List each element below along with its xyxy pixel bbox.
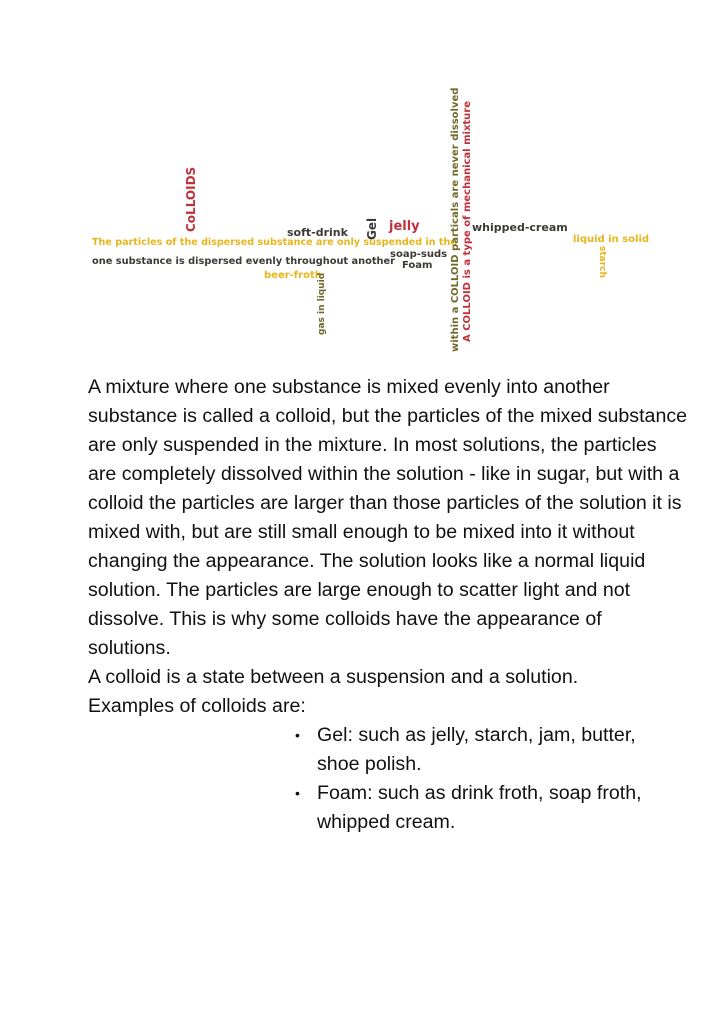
word-soft-drink: soft-drink [287, 226, 348, 239]
word-beer-froth: beer-froth [264, 270, 322, 281]
word-gas-in-liquid: gas in liquid [317, 272, 327, 335]
word-whipped-cream: whipped-cream [472, 221, 568, 234]
word-liquid-in-solid: liquid in solid [573, 234, 650, 245]
word-never-dissolved: within a COLLOID particals are never dissolved [450, 87, 461, 352]
paragraph-colloid-definition: A mixture where one substance is mixed evenly into another substance is called a colloid, but the particles of the mixed substance are only suspended in the mixture. In most solutions, the particles are completely dissolved within the solution - like in sugar, but with a colloid the particles are larger than those particles of the solution it is mixed with, but are still small enough to be mixed into it without changing the appearance. The solution looks like a normal liquid solution. The particles are large enough to scatter light and not dissolve. This is why some colloids have the appearance of solutions. [88, 376, 688, 659]
paragraph-colloid-state: A colloid is a state between a suspension and a solution. [88, 666, 579, 688]
examples-list [88, 721, 688, 837]
word-colloids: CoLLOIDS [184, 166, 198, 232]
bullet-icon: • [295, 785, 300, 801]
list-item [295, 779, 647, 837]
bullet-icon: • [295, 727, 300, 743]
word-particles-dispersed: The particles of the dispersed substance are only suspended in the [92, 237, 457, 248]
word-foam: Foam [402, 260, 433, 271]
example-foam: Foam: such as drink froth, soap froth, whipped cream. [317, 782, 642, 833]
example-gel: Gel: such as jelly, starch, jam, butter, shoe polish. [317, 724, 636, 775]
word-one-substance: one substance is dispersed evenly throughout another [92, 256, 395, 267]
word-jelly: jelly [389, 219, 420, 234]
word-cloud [0, 0, 725, 360]
paragraph-examples-intro: Examples of colloids are: [88, 695, 306, 717]
word-starch: starch [597, 246, 607, 278]
word-mechanical-mixture: A COLLOID is a type of mechanical mixture [462, 100, 473, 342]
word-soap-suds: soap-suds [390, 249, 448, 260]
list-item [295, 721, 647, 779]
document-body [88, 373, 688, 837]
word-gel: Gel [365, 217, 379, 240]
